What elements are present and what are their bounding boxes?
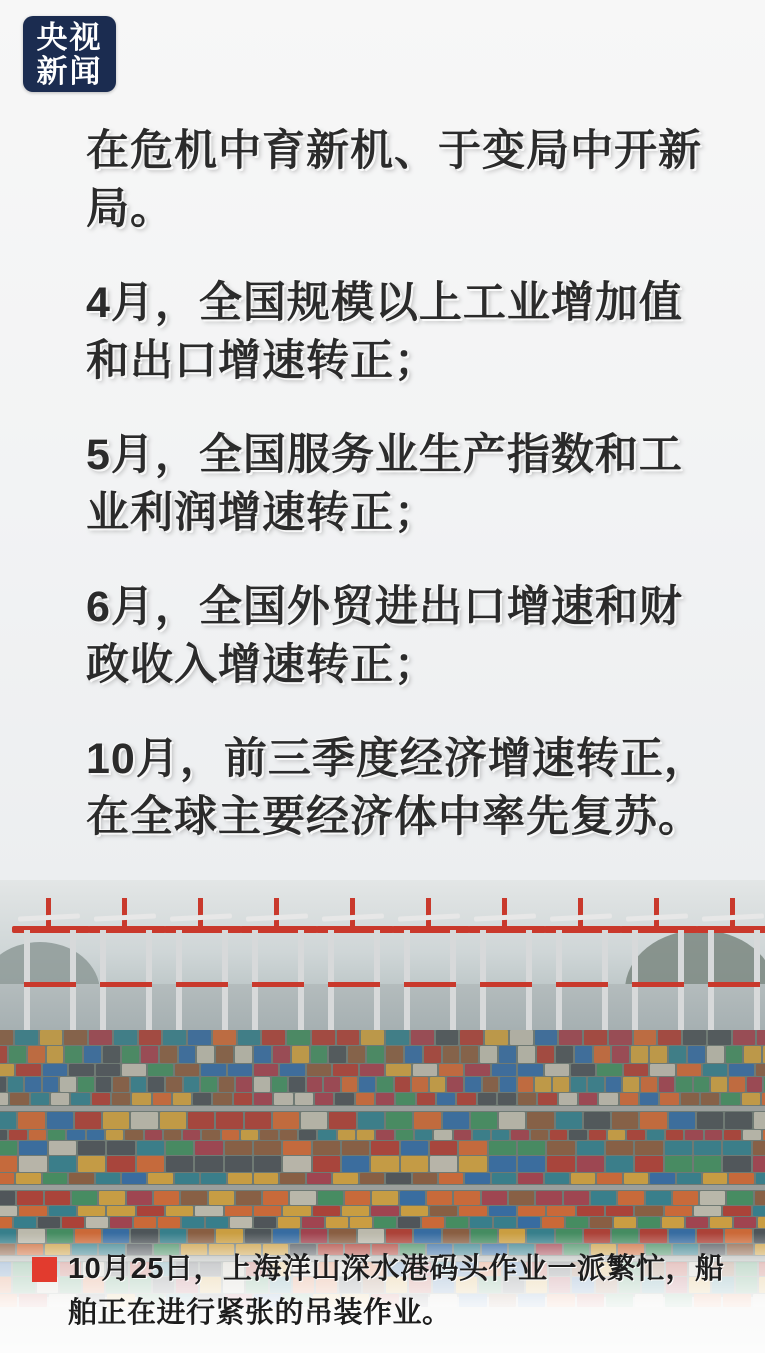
container-row xyxy=(0,1206,765,1216)
headline-paragraph-1: 在危机中育新机、于变局中开新局。 xyxy=(86,127,702,233)
container-row xyxy=(0,1046,765,1063)
container-row xyxy=(0,1064,765,1076)
caption-marker-icon xyxy=(32,1257,57,1282)
cctv-news-logo[interactable] xyxy=(23,16,116,92)
gantry-crane xyxy=(620,912,698,1030)
container-row xyxy=(0,1217,765,1228)
photo-caption xyxy=(0,1233,765,1353)
headline-paragraph-3: 5月，全国服务业生产指数和工业利润增速转正； xyxy=(86,431,683,537)
container-row xyxy=(0,1077,765,1092)
gantry-crane xyxy=(164,912,242,1030)
logo-line-1: 央视 xyxy=(36,20,103,55)
container-row xyxy=(0,1191,765,1205)
container-row xyxy=(0,1130,765,1140)
yard-lane xyxy=(0,1185,765,1190)
gantry-crane xyxy=(696,912,765,1030)
headline-paragraph-4: 6月，全国外贸进出口增速和财政收入增速转正； xyxy=(86,583,683,689)
gantry-crane-row xyxy=(0,912,765,1032)
gantry-crane xyxy=(316,912,394,1030)
port-photo xyxy=(0,880,765,1353)
gantry-crane xyxy=(12,912,90,1030)
gantry-crane xyxy=(88,912,166,1030)
headline-paragraph-5: 10月，前三季度经济增速转正，在全球主要经济体中率先复苏。 xyxy=(86,735,708,841)
container-row xyxy=(0,1030,765,1045)
headline-copy xyxy=(86,122,726,846)
container-row xyxy=(0,1141,765,1155)
container-row xyxy=(0,1173,765,1184)
container-row xyxy=(0,1093,765,1105)
gantry-crane xyxy=(468,912,546,1030)
logo-line-2: 新闻 xyxy=(36,54,103,89)
caption-text: 10月25日，上海洋山深水港码头作业一派繁忙，船舶正在进行紧张的吊装作业。 xyxy=(68,1253,725,1329)
headline-paragraph-2: 4月，全国规模以上工业增加值和出口增速转正； xyxy=(86,279,683,385)
gantry-crane xyxy=(544,912,622,1030)
container-row xyxy=(0,1112,765,1129)
gantry-crane xyxy=(240,912,318,1030)
yard-lane xyxy=(0,1106,765,1111)
gantry-crane xyxy=(392,912,470,1030)
container-row xyxy=(0,1156,765,1172)
